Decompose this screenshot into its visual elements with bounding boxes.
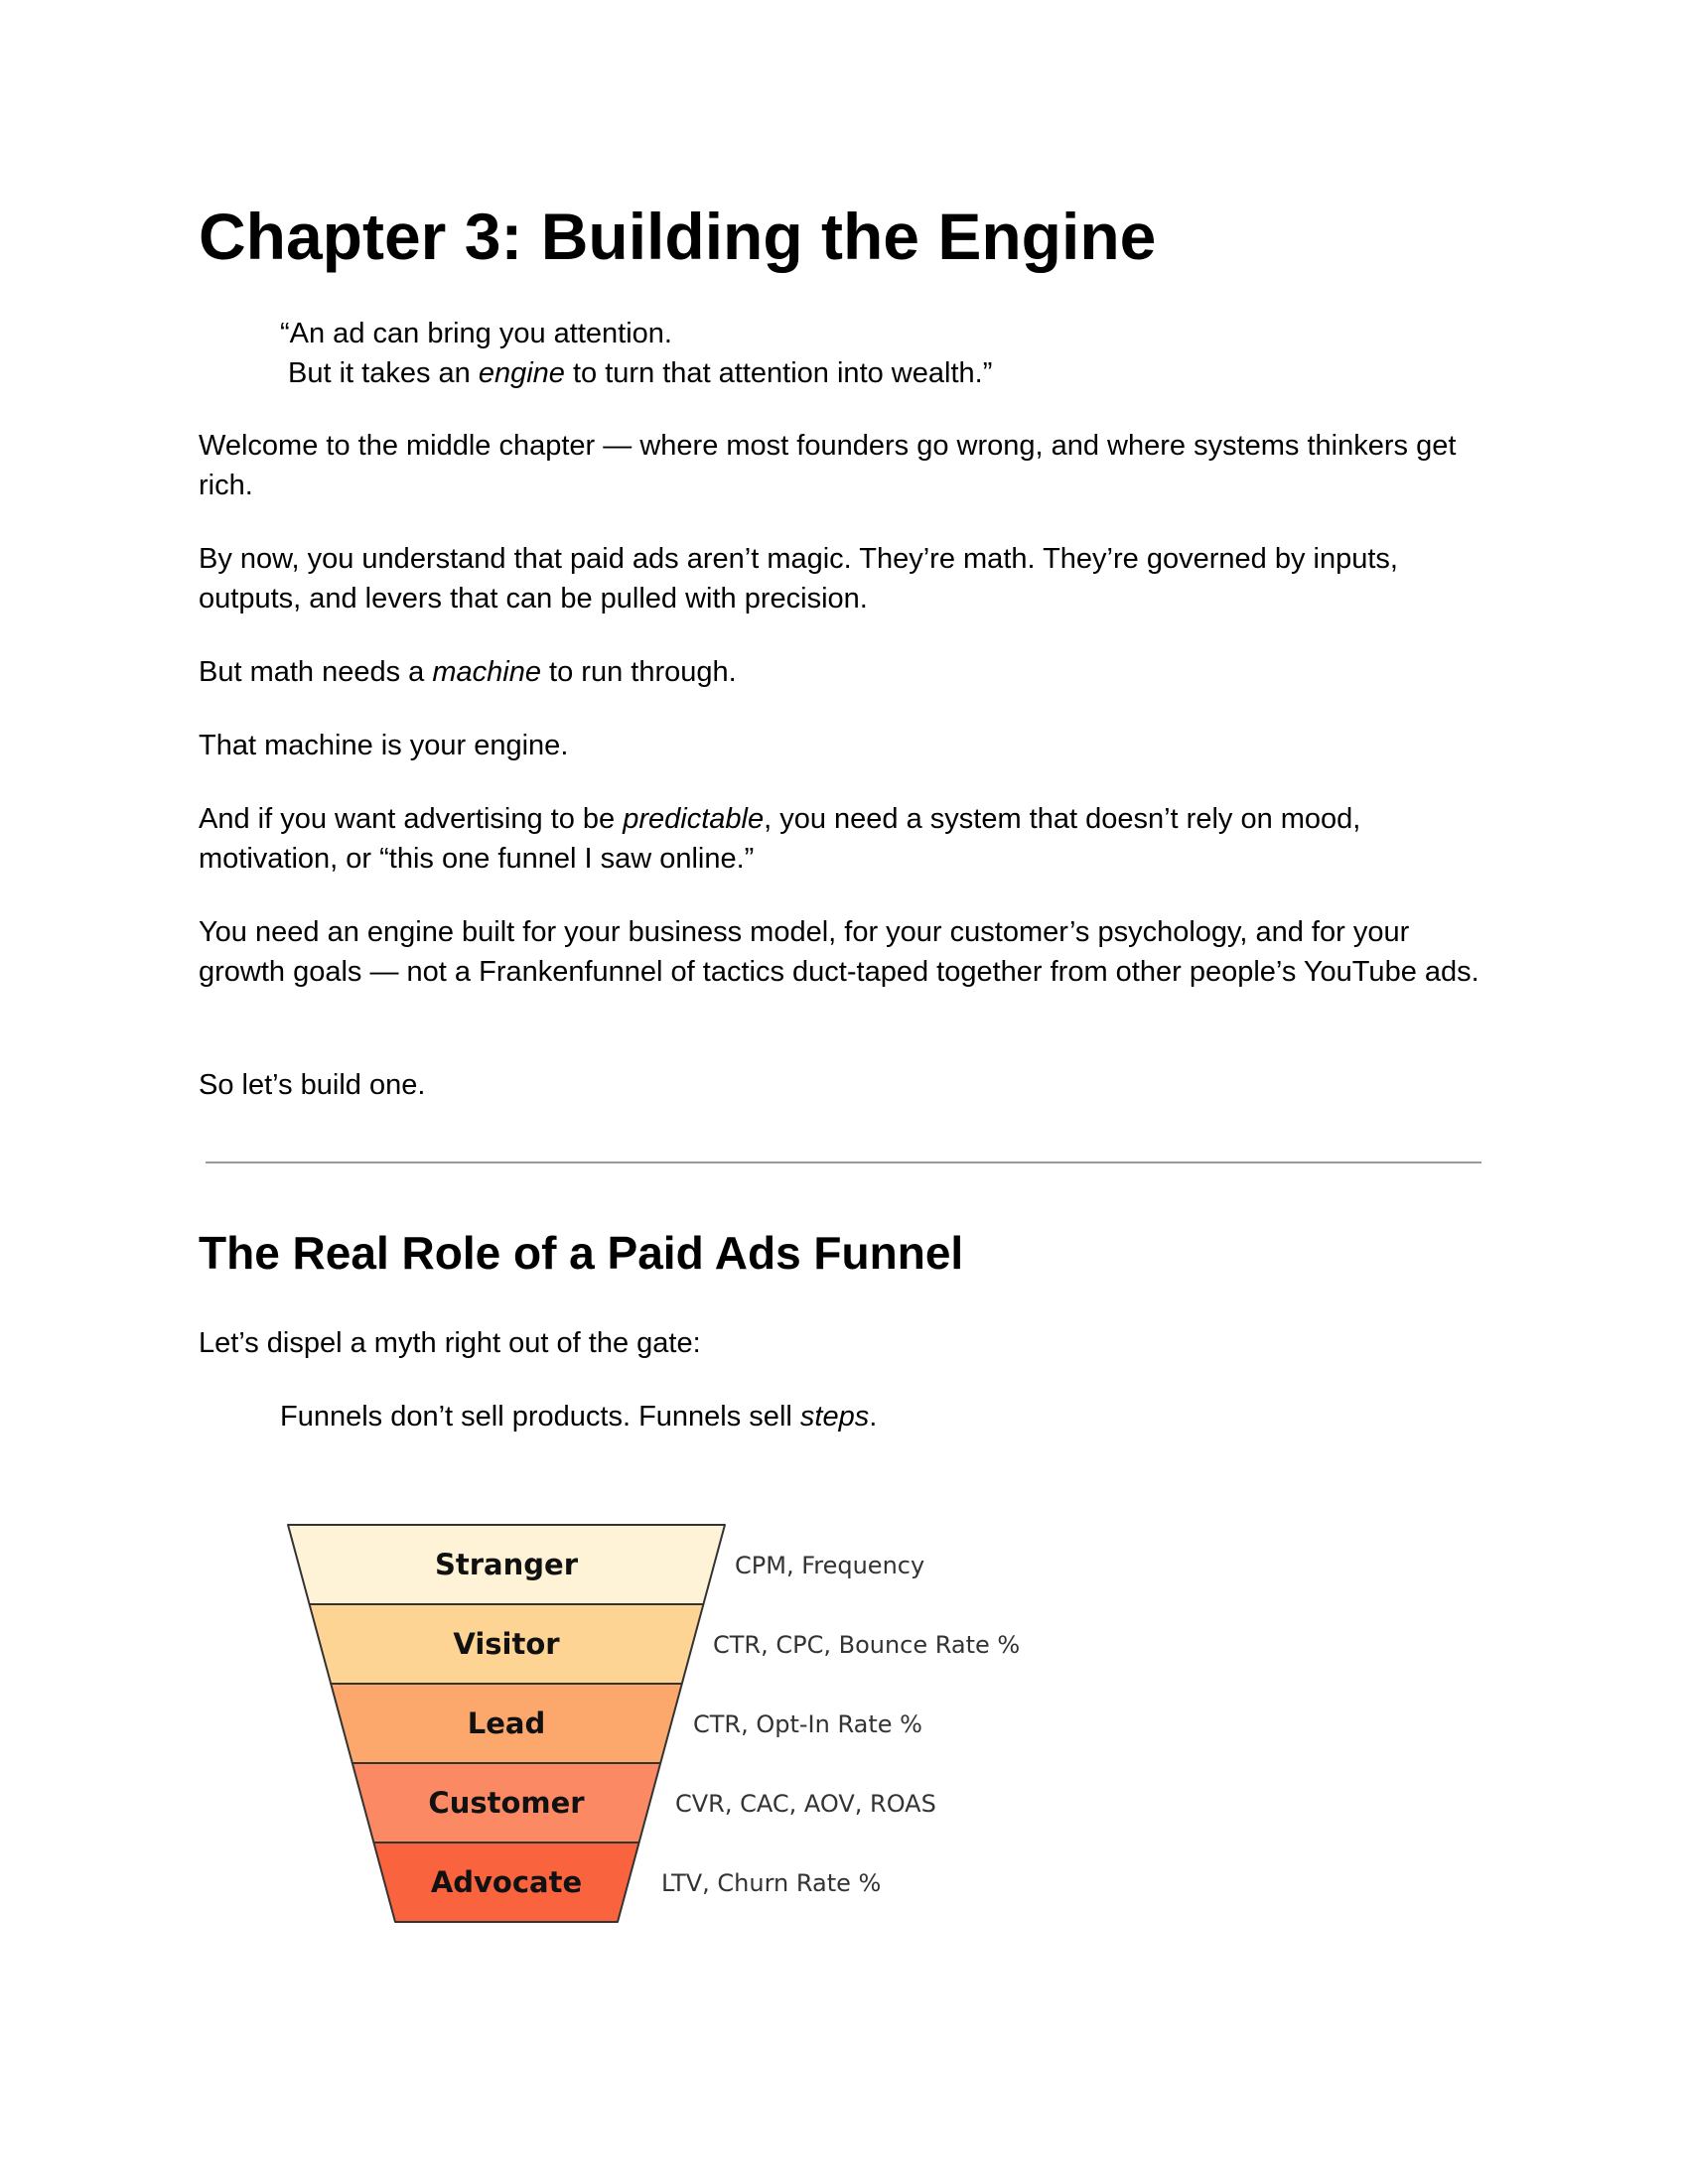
funnel-stage-label: Stranger <box>435 1548 578 1581</box>
quote-text: But it takes an <box>288 357 479 389</box>
funnel-stage-label: Customer <box>428 1786 585 1820</box>
paragraph-text: to run through. <box>541 656 737 688</box>
chapter-title: Chapter 3: Building the Engine <box>199 200 1157 273</box>
funnel-metric-label: CPM, Frequency <box>735 1552 925 1579</box>
funnel-metric-label: CTR, Opt-In Rate % <box>693 1710 922 1738</box>
paragraph-text: , you need a system that doesn’t rely on mood, motivation, or “this one funnel I saw online.” <box>199 803 1361 875</box>
paragraph-text: But math needs a <box>199 656 433 688</box>
quote-emphasis: steps <box>799 1401 870 1433</box>
paragraph: By now, you understand that paid ads aren’t magic. They’re math. They’re governed by inputs, outputs, and levers that can be pulled with precision. <box>199 543 1398 614</box>
paragraph: So let’s build one. <box>199 1069 426 1101</box>
quote-emphasis: engine <box>478 357 565 389</box>
quote-text: . <box>869 1401 878 1433</box>
funnel-metric-label: LTV, Churn Rate % <box>661 1869 882 1897</box>
opening-quote-line1: “An ad can bring you attention. <box>280 318 672 349</box>
funnel-stage-label: Lead <box>467 1706 546 1740</box>
quote-text: to turn that attention into wealth.” <box>564 357 993 389</box>
funnel-stage-label: Visitor <box>453 1627 560 1661</box>
quote-text: Funnels don’t sell products. Funnels sell <box>280 1401 800 1433</box>
paragraph-emphasis: machine <box>432 656 541 688</box>
funnel-metric-label: CTR, CPC, Bounce Rate % <box>713 1631 1021 1659</box>
paragraph-text: And if you want advertising to be <box>199 803 624 835</box>
paragraph: You need an engine built for your business model, for your customer’s psychology, and for your growth goals — not a Frankenfunnel of tactics duct-taped together from other people’s YouTube ads. <box>199 916 1479 988</box>
funnel-stage-label: Advocate <box>430 1865 583 1899</box>
paragraph-emphasis: predictable <box>623 803 765 835</box>
paragraph: Welcome to the middle chapter — where most founders go wrong, and where systems thinkers get rich. <box>199 430 1457 501</box>
paragraph: Let’s dispel a myth right out of the gate: <box>199 1327 701 1359</box>
funnel-metric-label: CVR, CAC, AOV, ROAS <box>675 1790 936 1818</box>
paragraph: That machine is your engine. <box>199 730 569 761</box>
section-title: The Real Role of a Paid Ads Funnel <box>199 1227 964 1279</box>
